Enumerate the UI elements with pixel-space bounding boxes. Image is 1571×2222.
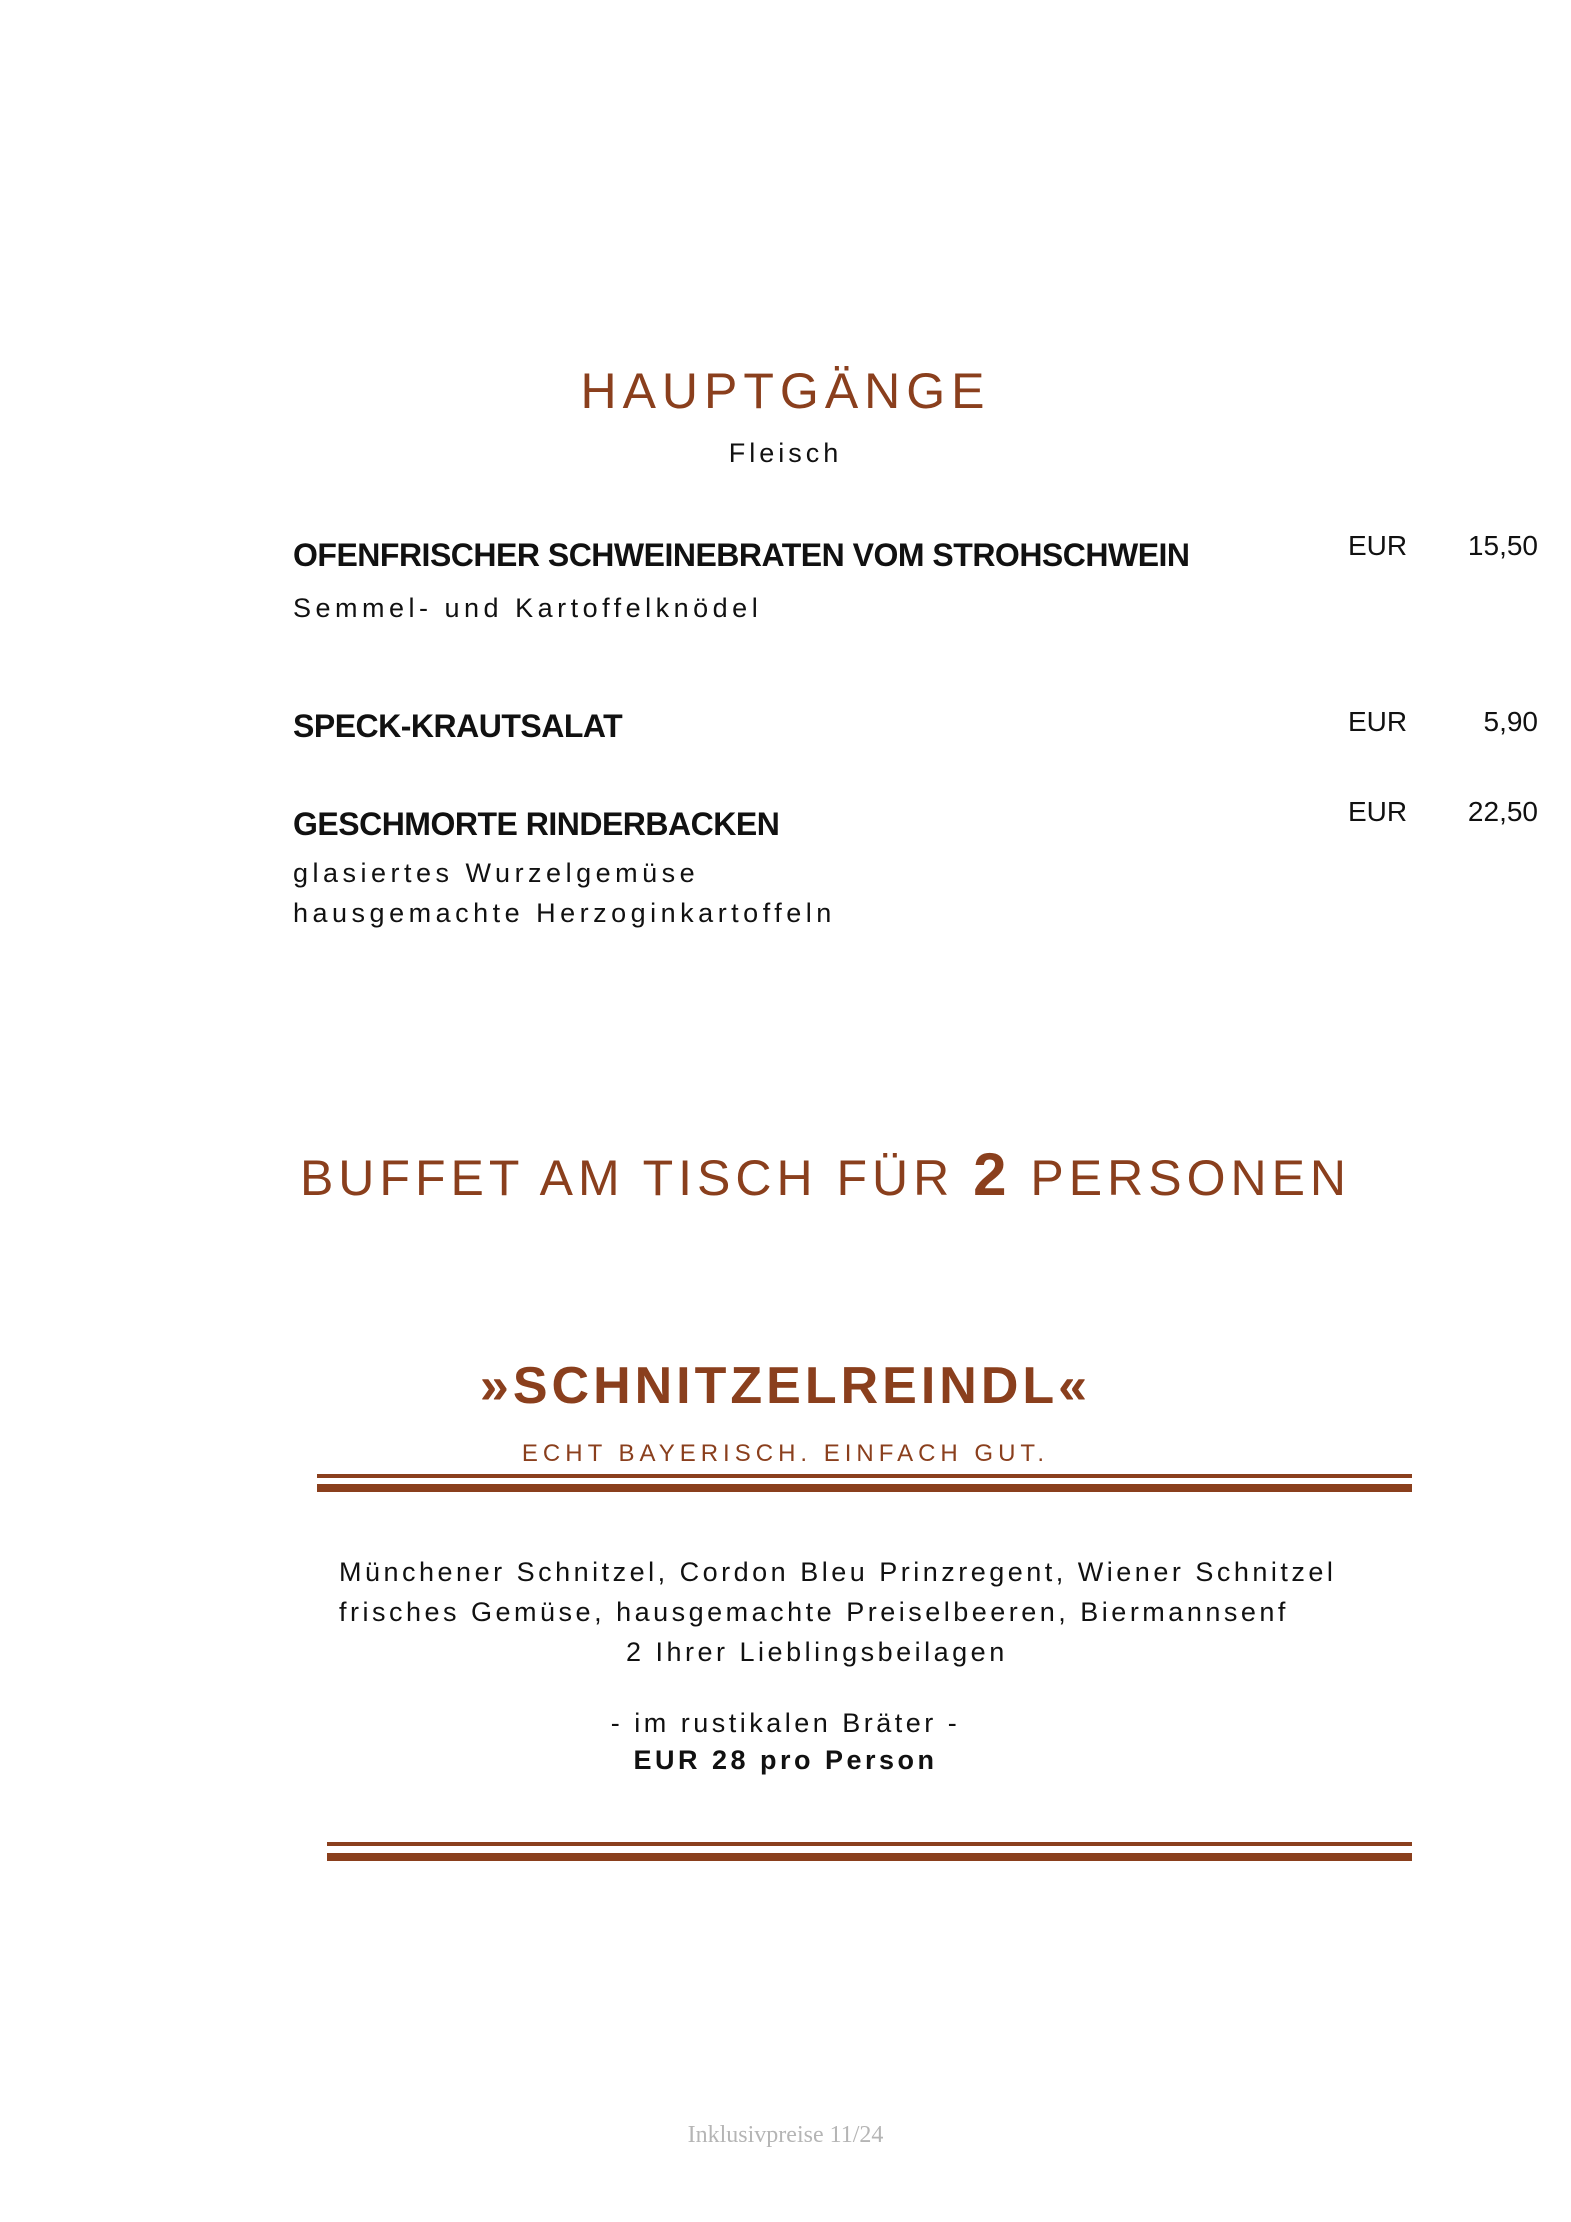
- divider-line: [327, 1842, 1412, 1846]
- divider-line: [317, 1484, 1412, 1492]
- item-name: SPECK-KRAUTSALAT: [293, 708, 623, 744]
- item-price: 22,50: [1467, 796, 1538, 827]
- item-description: glasiertes Wurzelgemüse: [293, 858, 700, 888]
- buffet-title-text: BUFFET AM TISCH FÜR: [299, 1150, 974, 1206]
- item-currency: EUR: [1348, 796, 1408, 827]
- buffet-description-line: 2 Ihrer Lieblingsbeilagen: [626, 1637, 1008, 1667]
- buffet-price: EUR 28 pro Person: [633, 1745, 938, 1775]
- footer-note: Inklusivpreise 11/24: [687, 2122, 884, 2148]
- item-price: 15,50: [1467, 530, 1538, 561]
- item-name: OFENFRISCHER SCHWEINEBRATEN VOM STROHSCHWEIN: [293, 537, 1190, 573]
- buffet-description-line: frisches Gemüse, hausgemachte Preiselbeeren, Biermannsenf: [339, 1597, 1289, 1627]
- item-price: 5,90: [1483, 706, 1538, 737]
- divider-line: [317, 1474, 1412, 1478]
- schnitzel-title: »SCHNITZELREINDL«: [479, 1357, 1092, 1415]
- section-title: HAUPTGÄNGE: [580, 363, 991, 419]
- divider-line: [327, 1853, 1412, 1861]
- buffet-title-number: 2: [973, 1141, 1012, 1208]
- schnitzel-tagline: ECHT BAYERISCH. EINFACH GUT.: [521, 1440, 1050, 1467]
- item-currency: EUR: [1348, 530, 1408, 561]
- item-description: hausgemachte Herzoginkartoffeln: [293, 898, 836, 928]
- buffet-note: - im rustikalen Bräter -: [610, 1708, 961, 1738]
- buffet-title-text-end: PERSONEN: [1011, 1150, 1352, 1206]
- item-currency: EUR: [1348, 706, 1408, 737]
- buffet-description-line: Münchener Schnitzel, Cordon Bleu Prinzregent, Wiener Schnitzel: [339, 1557, 1337, 1587]
- buffet-title: [0, 1140, 1571, 1209]
- item-name: GESCHMORTE RINDERBACKEN: [293, 806, 780, 842]
- section-subtitle: Fleisch: [728, 438, 843, 468]
- item-description: Semmel- und Kartoffelknödel: [293, 593, 763, 623]
